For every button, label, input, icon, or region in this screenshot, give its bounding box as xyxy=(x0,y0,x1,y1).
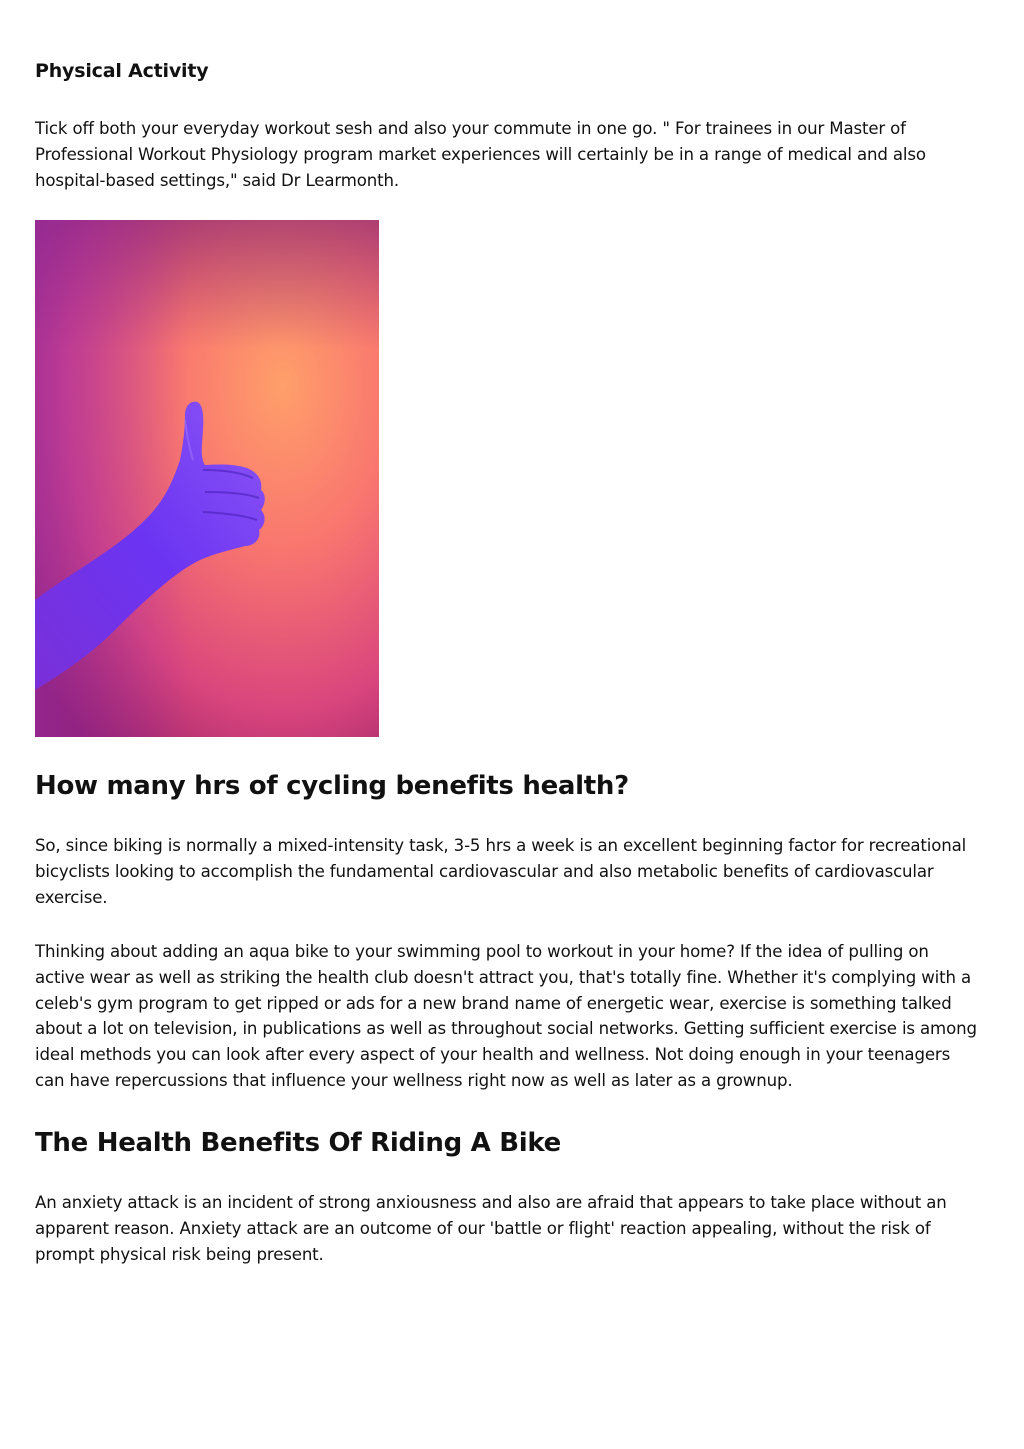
section-heading-bike-benefits: The Health Benefits Of Riding A Bike xyxy=(35,1128,561,1158)
cycling-paragraph-2: Thinking about adding an aqua bike to your swimming pool to workout in your home? If the idea of pulling on active wear as well as striking the health club doesn't attract you, that's totally fine. Whether it's complying with a celeb's gym program to get ripped or ads for a new brand name of energetic wear, exercise is something talked about a lot on television, in publications as well as throughout social networks. Getting sufficient exercise is among ideal methods you can look after every aspect of your health and wellness. Not doing enough in your teenagers can have repercussions that influence your wellness right now as well as later as a grownup. xyxy=(35,942,977,1090)
cycling-paragraph-1: So, since biking is normally a mixed-intensity task, 3-5 hrs a week is an excellent beginning factor for recreational bicyclists looking to accomplish the fundamental cardiovascular and also metabolic benefits of cardiovascular exercise. xyxy=(35,836,967,907)
thumbs-up-image xyxy=(35,220,379,737)
section-heading-cycling-hours: How many hrs of cycling benefits health? xyxy=(35,771,629,801)
thumbs-up-photo xyxy=(35,220,379,737)
section-heading-physical-activity: Physical Activity xyxy=(35,60,209,82)
intro-paragraph: Tick off both your everyday workout sesh and also your commute in one go. " For trainees in our Master of Professional Workout Physiology program market experiences will certainly be in a range of medical and also hospital-based settings," said Dr Learmonth. xyxy=(35,119,926,190)
bike-paragraph: An anxiety attack is an incident of strong anxiousness and also are afraid that appears to take place without an apparent reason. Anxiety attack are an outcome of our 'battle or flight' reaction appealing, without the risk of prompt physical risk being present. xyxy=(35,1193,947,1264)
